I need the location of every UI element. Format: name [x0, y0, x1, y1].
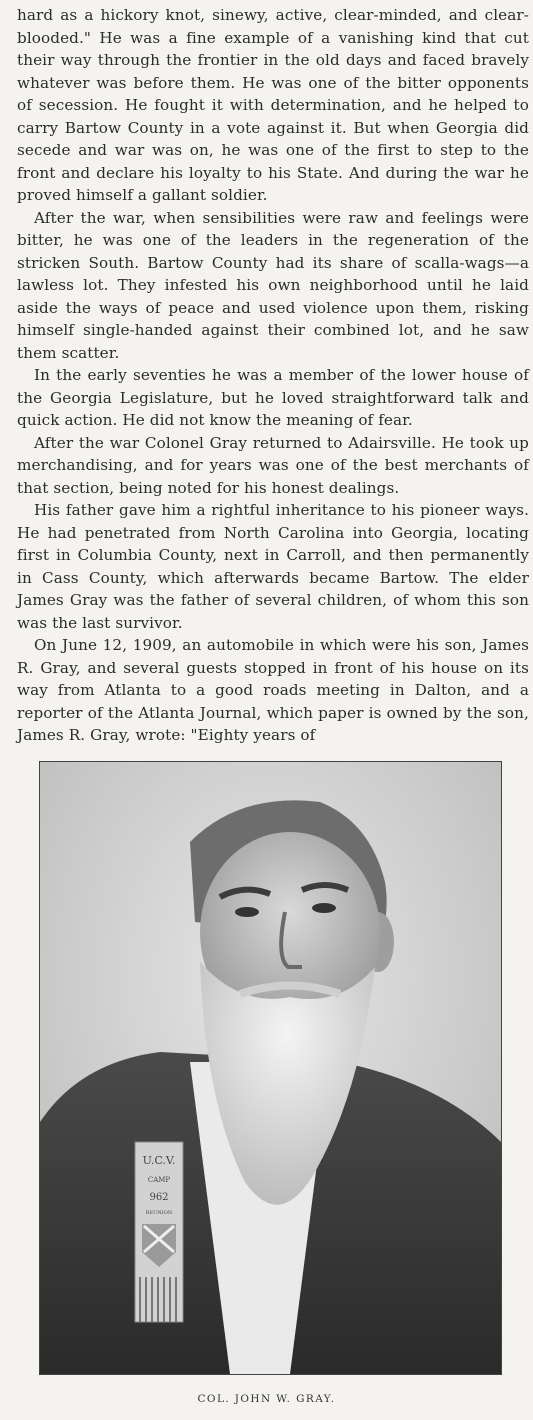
paragraph: On June 12, 1909, an automobile in which were his son, James R. Gray, and several guests stopped in front of his house on its way from Atlanta to a good roads meeting in Dalton, and a reporter of the Atlanta Journal, which paper is owned by the son, James R. Gray, wrote: "Eighty years of — [17, 636, 529, 744]
portrait-photo — [39, 761, 502, 1375]
paragraph: After the war, when sensibilities were raw and feelings were bitter, he was one of the leaders in the regeneration of the stricken South. Bartow County had its share of scalla-wags—a lawless lot. They infested his own neighborhood until he laid aside the ways of peace and used violence upon them, risking himself single-handed against their combined lot, and he saw them scatter. — [17, 208, 529, 362]
photo-caption: COL. JOHN W. GRAY. — [197, 1393, 336, 1405]
paragraph: In the early seventies he was a member of the lower house of the Georgia Legislature, but he loved straightforward talk and quick action. He did not know the meaning of fear. — [17, 366, 529, 429]
paragraph: After the war Colonel Gray returned to Adairsville. He took up merchandising, and for years was one of the best merchants of that section, being noted for his honest dealings. — [17, 433, 529, 497]
body-text — [17, 4, 529, 747]
ribbon-text: REUNION — [145, 1210, 173, 1216]
ribbon-text: U.C.V. — [142, 1154, 176, 1167]
ribbon-text: 962 — [149, 1192, 169, 1203]
portrait-illustration — [40, 762, 501, 1374]
paragraph: His father gave him a rightful inheritance to his pioneer ways. He had penetrated from North Carolina into Georgia, locating first in Columbia County, next in Carroll, and then permanently in Cass County, which afterwards became Bartow. The elder James Gray was the father of several children, of whom this son was the last survivor. — [17, 501, 529, 632]
ribbon-text: CAMP — [147, 1176, 171, 1184]
paragraph: hard as a hickory knot, sinewy, active, clear-minded, and clear-blooded." He was a fine example of a vanishing kind that cut their way through the frontier in the old days and faced bravely whatever was before them. He was one of the bitter opponents of secession. He fought it with determination, and he helped to carry Bartow County in a vote against it. But when Georgia did secede and war was on, he was one of the first to step to the front and declare his loyalty to his State. And during the war he proved himself a gallant soldier. — [17, 6, 529, 204]
